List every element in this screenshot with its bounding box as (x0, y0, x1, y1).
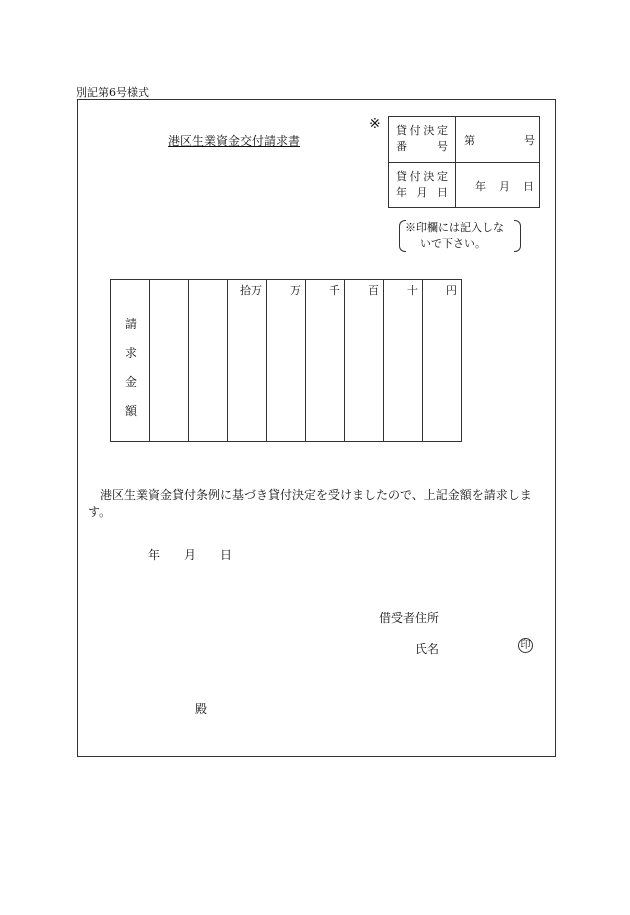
office-use-mark: ※ (369, 116, 381, 132)
claim-amount-label: 請 求 金 額 (125, 317, 138, 418)
borrower-name-label: 氏名 (415, 642, 440, 656)
request-date-day: 日 (220, 548, 233, 562)
request-date-year: 年 (148, 548, 161, 562)
grid-column-line (383, 280, 384, 441)
claim-amount-grid (110, 279, 462, 442)
loan-date-year: 年 (475, 180, 486, 193)
loan-box-divider (455, 117, 456, 207)
unit-ten: 十 (407, 284, 418, 297)
unit-ten-thousand: 万 (290, 284, 301, 297)
loan-number-label: 貸付決定 番 号 (396, 124, 448, 153)
grid-column-line (266, 280, 267, 441)
office-use-note: ※印欄には記入しな いで下さい。 (399, 220, 521, 254)
unit-hundred-thousand: 拾万 (240, 284, 262, 297)
statement-text-continued: す。 (88, 505, 112, 519)
request-date-month: 月 (184, 548, 197, 562)
unit-yen: 円 (446, 284, 457, 297)
grid-column-line (344, 280, 345, 441)
note-bracket-right (514, 220, 521, 252)
statement-text: 港区生業資金貸付条例に基づき貸付決定を受けましたので、上記金額を請求しま (100, 488, 532, 502)
unit-hundred: 百 (368, 284, 379, 297)
grid-column-line (305, 280, 306, 441)
document-title: 港区生業資金交付請求書 (168, 134, 301, 148)
form-number-label: 別記第6号様式 (76, 86, 149, 99)
loan-number-prefix: 第 (464, 134, 475, 147)
loan-number-suffix: 号 (524, 134, 535, 147)
grid-column-line (422, 280, 423, 441)
loan-date-day: 日 (523, 180, 534, 193)
loan-box-divider (389, 162, 539, 163)
loan-date-month: 月 (499, 180, 510, 193)
loan-decision-box (388, 116, 540, 208)
grid-column-line (149, 280, 150, 441)
grid-column-line (188, 280, 189, 441)
grid-column-line (227, 280, 228, 441)
borrower-address-label: 借受者住所 (379, 611, 440, 625)
loan-date-label: 貸付決定 年 月 日 (396, 170, 448, 199)
addressee-honorific: 殿 (195, 702, 208, 716)
seal-mark: 印 (518, 638, 533, 653)
unit-thousand: 千 (329, 284, 340, 297)
